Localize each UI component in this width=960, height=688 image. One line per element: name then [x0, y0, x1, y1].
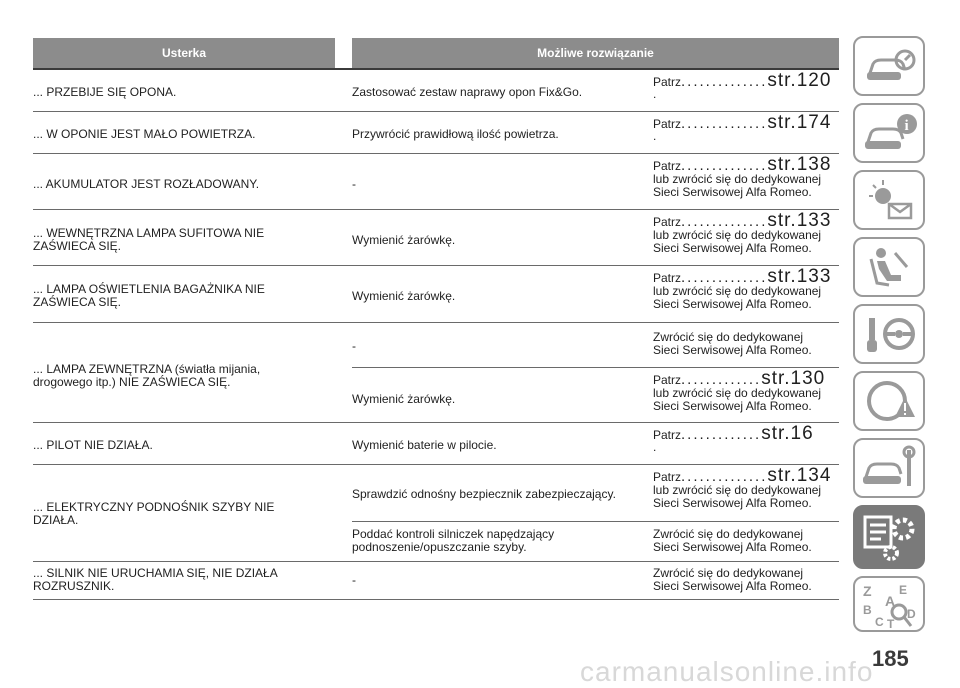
problem-cell: ... W OPONIE JEST MAŁO POWIETRZA.: [33, 127, 256, 141]
page-reference[interactable]: str.133: [767, 266, 832, 287]
tab-lights[interactable]: [853, 170, 925, 230]
reference-cell: [653, 528, 843, 554]
reference-note: Sieci Serwisowej Alfa Romeo.: [653, 399, 812, 413]
problem-line: ... ELEKTRYCZNY PODNOŚNIK SZYBY NIE: [33, 500, 275, 514]
reference-note: Sieci Serwisowej Alfa Romeo.: [653, 343, 812, 357]
table-row: [33, 562, 839, 600]
problem-line: ZAŚWIECA SIĘ.: [33, 295, 122, 309]
reference-cell: [653, 70, 843, 101]
leader-dots: ..............: [681, 468, 768, 485]
subrow-divider: [352, 521, 839, 522]
solution-cell: Sprawdzić odnośny bezpiecznik zabezpieczający.: [352, 487, 616, 501]
reference-cell: [653, 567, 843, 593]
reference-note: Sieci Serwisowej Alfa Romeo.: [653, 241, 812, 255]
solution-cell: Wymienić żarówkę.: [352, 392, 456, 406]
solution-cell: -: [352, 177, 356, 191]
problem-line: ROZRUSZNIK.: [33, 579, 115, 593]
reference-cell: [653, 423, 843, 454]
watermark: carmanualsonline.info: [580, 656, 874, 687]
reference-note: Sieci Serwisowej Alfa Romeo.: [653, 540, 812, 554]
table-row: [33, 423, 839, 465]
tab-technical-data[interactable]: [853, 505, 925, 569]
tab-emergency[interactable]: [853, 371, 925, 431]
see-label: Patrz: [653, 470, 682, 484]
tab-starting[interactable]: [853, 304, 925, 364]
solution-line: Poddać kontroli silniczek napędzający: [352, 527, 555, 541]
problem-cell: ... PRZEBIJE SIĘ OPONA.: [33, 85, 177, 99]
svg-text:E: E: [899, 583, 908, 597]
solution-cell: [352, 528, 642, 554]
seat-airbag-icon: [861, 243, 919, 291]
problem-cell: [33, 227, 333, 253]
problem-line: ... LAMPA ZEWNĘTRZNA (światła mijania,: [33, 362, 261, 376]
see-label: Patrz: [653, 373, 682, 387]
problem-line: ... LAMPA OŚWIETLENIA BAGAŻNIKA NIE: [33, 282, 265, 296]
page-reference[interactable]: str.120: [767, 70, 832, 91]
reference-note: lub zwrócić się do dedykowanej: [653, 284, 822, 298]
reference-note: Sieci Serwisowej Alfa Romeo.: [653, 579, 812, 593]
table-row: [33, 266, 839, 323]
leader-dots: .............: [681, 426, 762, 443]
reference-note: lub zwrócić się do dedykowanej: [653, 228, 822, 242]
table-row: [33, 210, 839, 266]
solution-line: podnoszenie/opuszczanie szyby.: [352, 540, 527, 554]
page-number: 185: [872, 646, 909, 671]
tab-maintenance[interactable]: [853, 438, 925, 498]
see-label: Patrz: [653, 159, 682, 173]
solution-cell: Zastosować zestaw naprawy opon Fix&Go.: [352, 85, 583, 99]
alphabet-index-icon: [861, 582, 919, 630]
car-tools-icon: [861, 444, 919, 492]
list-gears-icon: [861, 511, 919, 563]
problem-line: ZAŚWIECA SIĘ.: [33, 239, 122, 253]
reference-cell: [653, 368, 843, 413]
problem-cell: [33, 501, 333, 527]
reference-note: .: [653, 440, 657, 454]
see-label: Patrz: [653, 215, 682, 229]
svg-text:C: C: [875, 615, 884, 629]
problem-line: ... WEWNĘTRZNA LAMPA SUFITOWA NIE: [33, 226, 265, 240]
solution-cell: -: [352, 339, 356, 353]
problem-line: DZIAŁA.: [33, 513, 79, 527]
header-fault: Usterka: [33, 38, 335, 68]
reference-cell: [653, 465, 843, 510]
page-reference[interactable]: str.134: [767, 465, 832, 486]
leader-dots: ..............: [681, 269, 768, 286]
reference-note: .: [653, 129, 657, 143]
car-dashboard-icon: [861, 42, 919, 90]
leader-dots: ..............: [681, 213, 768, 230]
table-row: [33, 323, 839, 423]
see-label: Patrz: [653, 428, 682, 442]
page-reference[interactable]: str.138: [767, 154, 832, 175]
svg-text:D: D: [907, 607, 916, 621]
solution-cell: -: [352, 573, 356, 587]
leader-dots: .............: [681, 371, 762, 388]
reference-note: lub zwrócić się do dedykowanej: [653, 386, 822, 400]
tab-index[interactable]: [853, 576, 925, 632]
key-steering-icon: [861, 310, 919, 358]
reference-note: Zwrócić się do dedykowanej: [653, 527, 804, 541]
tab-info[interactable]: [853, 103, 925, 163]
page-reference[interactable]: str.130: [761, 368, 826, 389]
row-divider: [33, 599, 839, 600]
reference-note: lub zwrócić się do dedykowanej: [653, 483, 822, 497]
problem-cell: [33, 567, 333, 593]
problem-line: drogowego itp.) NIE ZAŚWIECA SIĘ.: [33, 375, 231, 389]
road-warning-icon: [861, 377, 919, 425]
leader-dots: ..............: [681, 157, 768, 174]
table-row: [33, 70, 839, 112]
svg-text:Z: Z: [863, 583, 872, 599]
svg-text:B: B: [863, 603, 872, 617]
reference-cell: [653, 331, 843, 357]
reference-note: Zwrócić się do dedykowanej: [653, 330, 804, 344]
reference-note: Sieci Serwisowej Alfa Romeo.: [653, 496, 812, 510]
svg-text:T: T: [887, 617, 895, 630]
table-row: [33, 465, 839, 562]
leader-dots: ..............: [681, 73, 768, 90]
problem-line: ... SILNIK NIE URUCHAMIA SIĘ, NIE DZIAŁA: [33, 566, 278, 580]
solution-cell: Wymienić żarówkę.: [352, 289, 456, 303]
solution-cell: Wymienić baterie w pilocie.: [352, 438, 497, 452]
reference-cell: [653, 210, 843, 255]
reference-note: Sieci Serwisowej Alfa Romeo.: [653, 297, 812, 311]
reference-cell: [653, 112, 843, 143]
leader-dots: ..............: [681, 115, 768, 132]
tab-safety[interactable]: [853, 237, 925, 297]
problem-cell: [33, 363, 333, 389]
solution-cell: Wymienić żarówkę.: [352, 233, 456, 247]
reference-note: .: [653, 87, 657, 101]
reference-note: lub zwrócić się do dedykowanej: [653, 172, 822, 186]
page-reference[interactable]: str.174: [767, 112, 832, 133]
solution-cell: Przywrócić prawidłową ilość powietrza.: [352, 127, 559, 141]
table-row: [33, 154, 839, 210]
see-label: Patrz: [653, 75, 682, 89]
tab-dashboard[interactable]: [853, 36, 925, 96]
table-row: [33, 112, 839, 154]
page-reference[interactable]: str.133: [767, 210, 832, 231]
reference-cell: [653, 266, 843, 311]
svg-text:A: A: [885, 593, 896, 609]
see-label: Patrz: [653, 271, 682, 285]
problem-cell: ... PILOT NIE DZIAŁA.: [33, 438, 153, 452]
light-envelope-icon: [861, 176, 919, 224]
svg-text:i: i: [904, 118, 909, 134]
problem-cell: ... AKUMULATOR JEST ROZŁADOWANY.: [33, 177, 260, 191]
header-solution: Możliwe rozwiązanie: [352, 38, 839, 68]
problem-cell: [33, 283, 333, 309]
car-info-icon: [861, 109, 919, 157]
page-reference[interactable]: str.16: [761, 423, 814, 444]
table-header: [33, 38, 839, 68]
reference-note: Zwrócić się do dedykowanej: [653, 566, 804, 580]
reference-cell: [653, 154, 843, 199]
see-label: Patrz: [653, 117, 682, 131]
reference-note: Sieci Serwisowej Alfa Romeo.: [653, 185, 812, 199]
